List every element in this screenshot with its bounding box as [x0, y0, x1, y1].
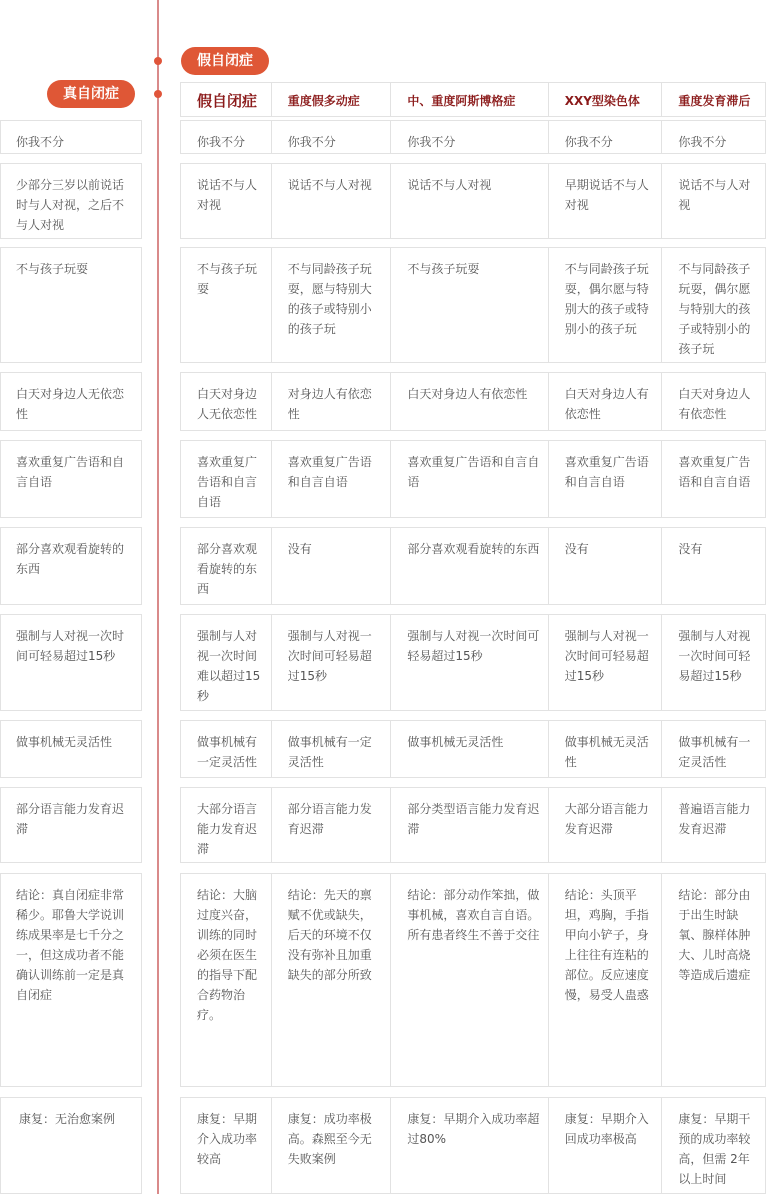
table-row [180, 372, 766, 431]
table-cell: 部分类型语言能力发育迟滞 [391, 788, 548, 862]
table-cell: 康复：早期介入回成功率极高 [549, 1098, 663, 1193]
table-cell: 没有 [678, 542, 703, 556]
table-cell: 康复：早期干预的成功率较高，但需 2年以上时间 [678, 1112, 751, 1186]
table-cell: 喜欢重复广告语和自言自语 [272, 441, 392, 517]
table-cell: 部分喜欢观看旋转的东西 [391, 528, 548, 604]
timeline-dot [154, 57, 162, 65]
table-cell: 康复：早期介入成功率较高 [181, 1098, 272, 1193]
table-cell: 白天对身边人无依恋性 [181, 373, 272, 430]
real-autism-cell: 白天对身边人无依恋性 [0, 372, 142, 431]
table-cell: 大部分语言能力发育迟滞 [181, 788, 272, 862]
table-cell: 你我不分 [678, 135, 727, 149]
real-autism-cell: 强制与人对视一次时间可轻易超过15秒 [0, 614, 142, 711]
table-header [180, 82, 766, 117]
fake-autism-label: 假自闭症 [181, 47, 269, 75]
table-cell: 强制与人对视一次时间可轻易超过15秒 [549, 615, 663, 710]
real-autism-cell: 做事机械无灵活性 [0, 720, 142, 778]
table-cell: 结论：部分由于出生时缺氧、腺样体肿大、儿时高烧等造成后遗症 [678, 888, 751, 982]
table-row [180, 1097, 766, 1194]
table-cell: 强制与人对视一次时间难以超过15秒 [181, 615, 272, 710]
table-row [180, 720, 766, 778]
table-cell: 做事机械有一定灵活性 [181, 721, 272, 777]
table-cell: 对身边人有依恋性 [272, 373, 392, 430]
table-cell: 康复：早期介入成功率超过80% [391, 1098, 548, 1193]
table-cell: 做事机械无灵活性 [549, 721, 663, 777]
table-cell: 做事机械有一定灵活性 [272, 721, 392, 777]
table-cell: 做事机械有一定灵活性 [678, 735, 751, 769]
real-autism-cell: 结论：真自闭症非常稀少。耶鲁大学说训练成果率是七千分之一，但这成功者不能确认训练前一定是真自闭症 [0, 873, 142, 1087]
table-cell: 不与同龄孩子玩耍，偶尔愿与特别大的孩子或特别小的孩子玩 [549, 248, 663, 362]
timeline-dot [154, 90, 162, 98]
real-autism-cell: 少部分三岁以前说话时与人对视，之后不与人对视 [0, 163, 142, 239]
table-cell: 强制与人对视一次时间可轻易超过15秒 [391, 615, 548, 710]
table-cell: 不与同龄孩子玩耍，偶尔愿与特别大的孩子或特别小的孩子玩 [678, 262, 751, 356]
table-cell: 白天对身边人有依恋性 [391, 373, 548, 430]
table-cell: 大部分语言能力发育迟滞 [549, 788, 663, 862]
table-cell: 喜欢重复广告语和自言自语 [549, 441, 663, 517]
table-cell: 不与孩子玩耍 [391, 248, 548, 362]
table-cell: 不与孩子玩耍 [181, 248, 272, 362]
table-cell: 部分喜欢观看旋转的东西 [181, 528, 272, 604]
column-header: 假自闭症 [181, 83, 272, 116]
real-autism-label: 真自闭症 [47, 80, 135, 108]
table-cell: 没有 [272, 528, 392, 604]
table-cell: 结论：部分动作笨拙，做事机械，喜欢自言自语。所有患者终生不善于交往 [391, 874, 548, 1086]
table-cell: 说话不与人对视 [181, 164, 272, 238]
real-autism-cell: 喜欢重复广告语和自言自语 [0, 440, 142, 518]
real-autism-cell: 部分语言能力发育迟滞 [0, 787, 142, 863]
table-cell: 结论：头顶平坦，鸡胸，手指甲向小铲子，身上往往有连粘的部位。反应速度慢，易受人蛊惑 [549, 874, 663, 1086]
table-cell: 不与同龄孩子玩耍，愿与特别大的孩子或特别小的孩子玩 [272, 248, 392, 362]
column-header: XXY型染色体 [549, 83, 663, 116]
table-cell: 白天对身边人有依恋性 [678, 387, 751, 421]
table-cell: 强制与人对视一次时间可轻易超过15秒 [272, 615, 392, 710]
column-header: 重度发育滞后 [678, 94, 751, 108]
table-cell: 你我不分 [181, 121, 272, 153]
table-cell: 喜欢重复广告语和自言自语 [678, 455, 751, 489]
table-cell: 康复：成功率极高。森熙至今无失败案例 [272, 1098, 392, 1193]
real-autism-cell: 你我不分 [0, 120, 142, 154]
table-cell: 说话不与人对视 [391, 164, 548, 238]
table-row [180, 787, 766, 863]
table-row [180, 247, 766, 363]
table-cell: 结论：先天的禀赋不优或缺失，后天的环境不仅没有弥补且加重缺失的部分所致 [272, 874, 392, 1086]
real-autism-cell: 康复：无治愈案例 [0, 1097, 142, 1194]
table-cell: 普遍语言能力发育迟滞 [678, 802, 751, 836]
table-cell: 部分语言能力发育迟滞 [272, 788, 392, 862]
table-cell: 你我不分 [272, 121, 392, 153]
table-row [180, 614, 766, 711]
table-row [180, 120, 766, 154]
table-cell: 你我不分 [391, 121, 548, 153]
table-row [180, 440, 766, 518]
table-cell: 说话不与人对视 [272, 164, 392, 238]
table-cell: 强制与人对视一次时间可轻易超过15秒 [678, 629, 751, 683]
table-cell: 说话不与人对视 [678, 178, 751, 212]
table-cell: 你我不分 [549, 121, 663, 153]
table-cell: 白天对身边人有依恋性 [549, 373, 663, 430]
table-cell: 喜欢重复广告语和自言自语 [391, 441, 548, 517]
table-row [180, 527, 766, 605]
table-cell: 喜欢重复广告语和自言自语 [181, 441, 272, 517]
column-header: 中、重度阿斯博格症 [391, 83, 548, 116]
real-autism-cell: 部分喜欢观看旋转的东西 [0, 527, 142, 605]
real-autism-cell: 不与孩子玩耍 [0, 247, 142, 363]
table-cell: 没有 [549, 528, 663, 604]
table-cell: 早期说话不与人对视 [549, 164, 663, 238]
timeline-line [157, 0, 159, 1194]
table-row [180, 163, 766, 239]
table-cell: 做事机械无灵活性 [391, 721, 548, 777]
column-header: 重度假多动症 [272, 83, 392, 116]
table-row [180, 873, 766, 1087]
table-cell: 结论：大脑过度兴奋，训练的同时必须在医生的指导下配合药物治疗。 [181, 874, 272, 1086]
